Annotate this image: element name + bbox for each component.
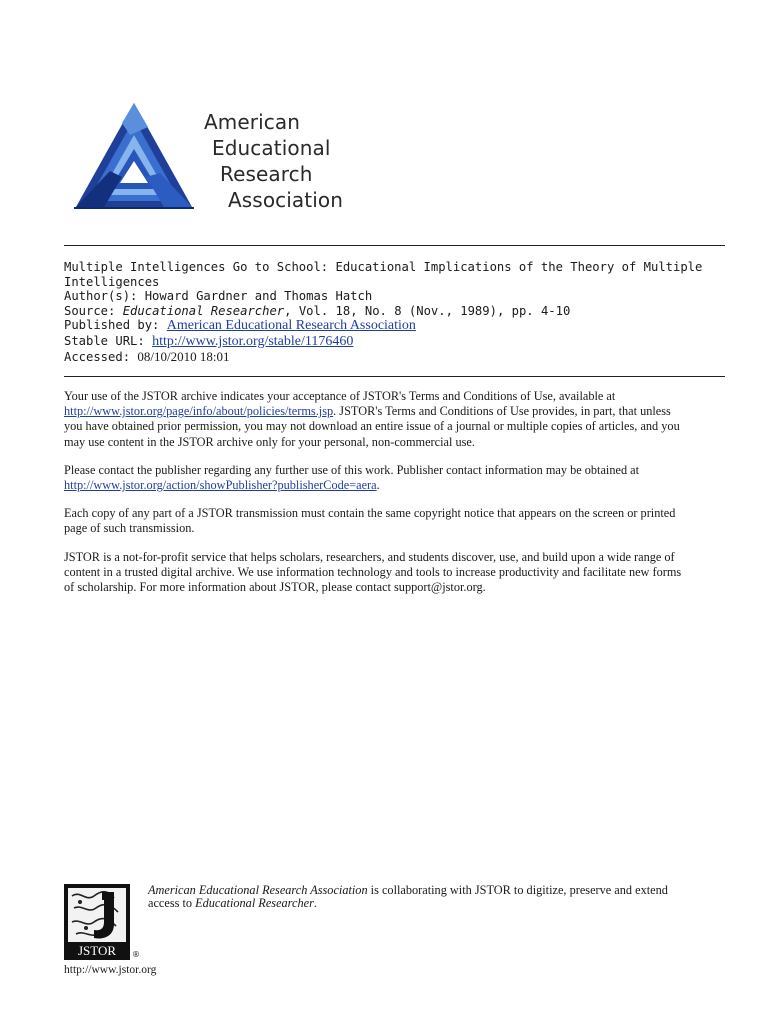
- text-line: page of such transmission.: [64, 521, 195, 536]
- publisher-logo: [64, 95, 364, 215]
- text-line: [64, 404, 724, 419]
- accessed-row: [64, 350, 724, 365]
- text-line: [64, 478, 724, 493]
- text-fragment: . JSTOR's Terms and Conditions of Use provides, in part, that unless: [333, 404, 671, 419]
- text-line: [148, 897, 728, 910]
- stable-url-link[interactable]: http://www.jstor.org/stable/1176460: [152, 333, 354, 349]
- publisher-row: [64, 318, 724, 334]
- collaboration-note: [148, 884, 728, 910]
- source-label: Source:: [64, 303, 116, 318]
- logo-line: Research: [220, 162, 313, 186]
- jstor-logo-icon: [64, 884, 130, 960]
- contact-paragraph: [64, 463, 724, 493]
- terms-paragraph: [64, 389, 724, 450]
- authors-row: [64, 289, 724, 304]
- logo-line: Association: [228, 188, 343, 212]
- text-line: JSTOR is a not-for-profit service that helps scholars, researchers, and students discover, use, and build upon a wide range of: [64, 549, 675, 564]
- published-label: Published by:: [64, 318, 160, 333]
- accessed-value: 08/10/2010 18:01: [137, 348, 230, 364]
- registered-mark: ®: [132, 950, 140, 959]
- source-detail: , Vol. 18, No. 8 (Nov., 1989), pp. 4-10: [284, 303, 571, 318]
- article-title-line: Multiple Intelligences Go to School: Educational Implications of the Theory of Multiple: [64, 260, 703, 274]
- divider-middle: [64, 376, 725, 377]
- text-line: of scholarship. For more information about JSTOR, please contact support@jstor.org.: [64, 580, 486, 595]
- text-line: content in a trusted digital archive. We use information technology and tools to increase productivity and facilitate new forms: [64, 564, 682, 579]
- triangle-logo-icon: [64, 95, 204, 215]
- text-line: may use content in the JSTOR archive only for your personal, non-commercial use.: [64, 434, 475, 449]
- logo-line: Educational: [212, 136, 331, 160]
- text-line: you have obtained prior permission, you may not download an entire issue of a journal or multiple copies of articles, and you: [64, 419, 680, 434]
- accessed-label: Accessed:: [64, 349, 131, 364]
- publisher-logo-text: [204, 109, 343, 213]
- text-line: Each copy of any part of a JSTOR transmission must contain the same copyright notice that appears on the screen or printed: [64, 506, 676, 521]
- text-fragment: .: [313, 896, 317, 910]
- article-title-line: Intelligences: [64, 274, 160, 289]
- text-line: Your use of the JSTOR archive indicates your acceptance of JSTOR's Terms and Conditions of Use, available at: [64, 389, 616, 403]
- copyright-paragraph: [64, 506, 724, 536]
- stable-url-row: [64, 334, 724, 350]
- about-jstor-paragraph: [64, 550, 724, 596]
- collab-org: American Educational Research Association: [148, 883, 368, 897]
- stable-url-label: Stable URL:: [64, 333, 145, 348]
- text-fragment: .: [376, 478, 380, 493]
- source-row: [64, 304, 724, 319]
- citation-block: [64, 260, 724, 364]
- terms-body: [64, 389, 724, 608]
- publisher-contact-link[interactable]: http://www.jstor.org/action/showPublisher?publisherCode=aera: [64, 478, 377, 493]
- terms-link[interactable]: http://www.jstor.org/page/info/about/policies/terms.jsp: [64, 404, 334, 419]
- publisher-link[interactable]: American Educational Research Association: [166, 318, 416, 334]
- text-fragment: is collaborating with JSTOR to digitize, preserve and extend: [367, 883, 668, 897]
- authors-value: Howard Gardner and Thomas Hatch: [144, 289, 373, 304]
- authors-label: Author(s):: [64, 289, 138, 304]
- collab-journal: Educational Researcher: [195, 896, 314, 910]
- divider-top: [64, 245, 725, 246]
- logo-line: American: [204, 110, 300, 134]
- text-line: Please contact the publisher regarding any further use of this work. Publisher contact information may be obtained at: [64, 462, 640, 477]
- text-fragment: access to: [148, 896, 196, 910]
- source-journal: Educational Researcher: [122, 303, 285, 318]
- jstor-logo-text: JSTOR: [77, 943, 117, 958]
- jstor-url-link[interactable]: http://www.jstor.org: [64, 964, 157, 976]
